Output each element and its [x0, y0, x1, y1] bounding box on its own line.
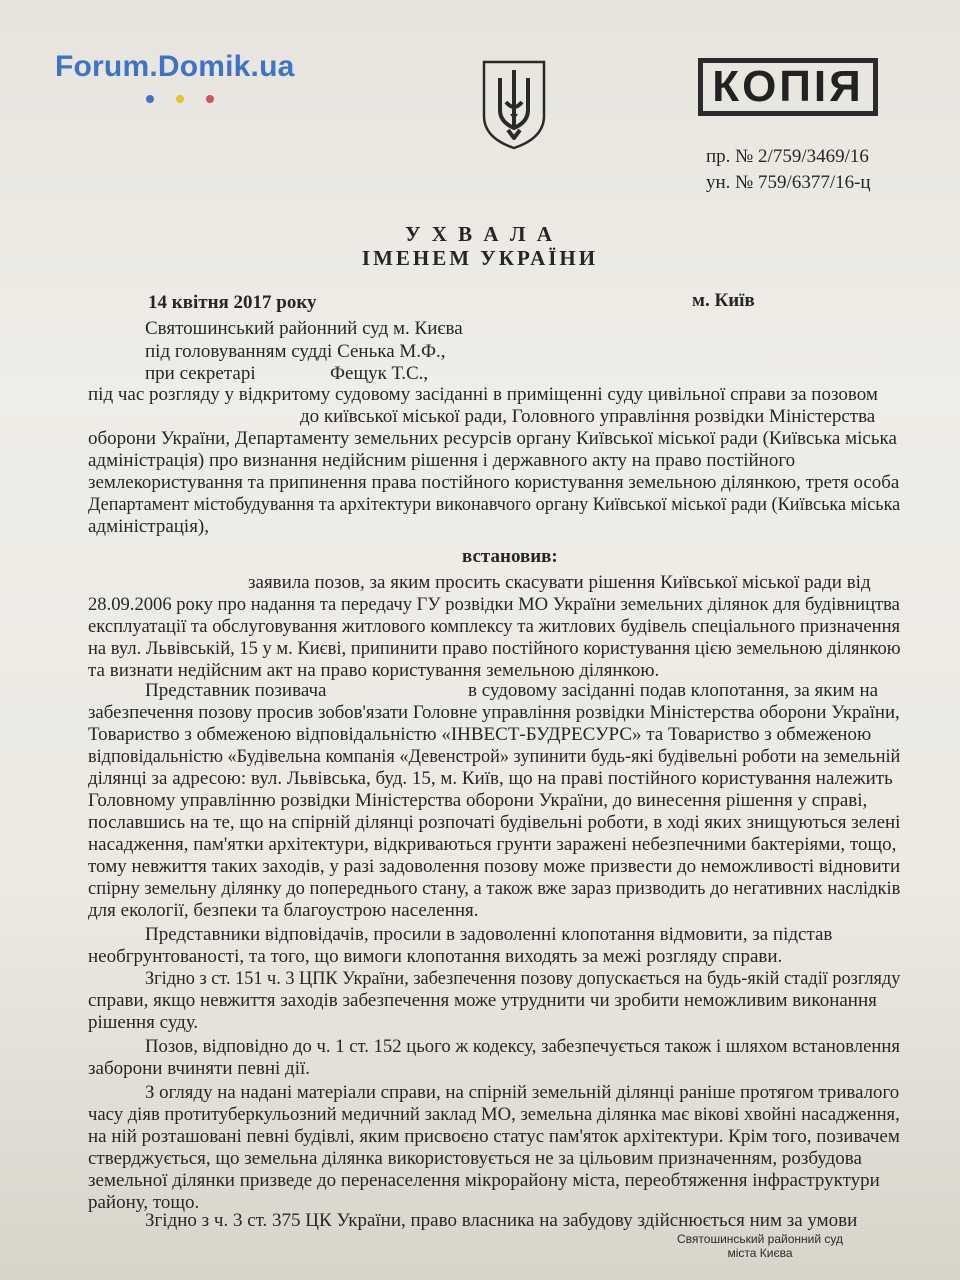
text-line: справи, якщо невжиття заходів забезпечення може утруднити чи зробити неможливим виконання	[88, 990, 877, 1011]
secretary-name: Фещук Т.С.,	[330, 363, 429, 384]
text-line: на вул. Львівській, 15 у м. Києві, припинити право постійного користування цією земельною ділянкою	[88, 638, 901, 659]
text-line: забезпечення позову просив зобов'язати Головне управління розвідки Міністерства оборони України,	[88, 702, 900, 723]
court-stamp	[660, 1232, 860, 1260]
text-line: часу діяв протитуберкульозний медичний заклад МО, земельна ділянка має вікові хвойні насадження,	[88, 1104, 900, 1125]
text-line: експлуатації та обслуговування житлового комплексу та житлових будівель спеціального призначення	[88, 616, 901, 637]
section-heading: встановив:	[462, 546, 558, 567]
text-line: землекористування та припинення права постійного користування земельною ділянкою, третя особа	[88, 472, 900, 493]
yellow-dot	[176, 95, 184, 103]
text-line: району, тощо.	[88, 1192, 200, 1213]
text-line: заявила позов, за яким просить скасувати рішення Київської міської ради від	[248, 572, 871, 593]
text-line: тому невжиття таких заходів, у разі задоволення позову може призвести до неможливості відновити	[88, 856, 901, 877]
text-line: необгрунтованості, та того, що вимоги клопотання виходять за межі розгляду справи.	[88, 946, 783, 967]
case-number-un: ун. № 759/6377/16-ц	[706, 172, 871, 193]
text-line: Згідно з ч. 3 ст. 375 ЦК України, право власника на забудову здійснюється ним за умови	[145, 1210, 858, 1231]
text-line: насадження, пам'ятки архітектури, відкриваються грунти заражені небезпечними бактеріями, тощо,	[88, 834, 897, 855]
text-line: 28.09.2006 року про надання та передачу ГУ розвідки МО України земельних ділянок для будівництва	[88, 594, 900, 615]
text-line: Представник позивача	[145, 680, 327, 701]
court-judge: під головуванням судді Сенька М.Ф.,	[145, 341, 446, 362]
blue-dot	[146, 95, 154, 103]
text-line: заборони вчиняти певні дії.	[88, 1058, 311, 1079]
document-subtitle: ІМЕНЕМ УКРАЇНИ	[361, 246, 599, 270]
watermark-dots	[146, 90, 236, 108]
text-line: до київської міської ради, Головного управління розвідки Міністерства	[300, 406, 876, 427]
text-line: відповідальністю «Будівельна компанія «Девенстрой» зупинити будь-які будівельні роботи на земельній	[88, 746, 901, 767]
text-line: та визнати недійсним акт на право користування земельною ділянкою.	[88, 660, 660, 681]
text-line: Позов, відповідно до ч. 1 ст. 152 цього ж кодексу, забезпечується також і шляхом встановлення	[145, 1036, 900, 1057]
court-stamp-line1: Святошинський районний суд	[677, 1232, 843, 1246]
text-line: ділянці за адресою: вул. Львівська, буд. 15, м. Київ, що на праві постійного користування належить	[88, 768, 893, 789]
text-line: спірну земельну ділянку до попереднього стану, а також вже зараз призводить до негативних наслідків	[88, 878, 901, 899]
secretary-label: при секретарі	[145, 363, 256, 384]
text-line: адміністрація),	[88, 516, 210, 537]
trident-icon	[480, 58, 548, 150]
text-line: оборони України, Департаменту земельних ресурсів органу Київської міської ради (Київська міська	[88, 428, 897, 449]
text-line: пославшись на те, що на спірній ділянці розпочаті будівельні роботи, в ході яких знищуються зелені	[88, 812, 901, 833]
text-line: стверджується, що земельна ділянка використовується не за цільовим призначенням, розбудова	[88, 1148, 862, 1169]
text-line: З огляду на надані матеріали справи, на спірній земельній ділянці раніше протягом тривалого	[145, 1082, 900, 1103]
text-line: Головному управлінню розвідки Міністерства оборони України, до винесення рішення у справі,	[88, 790, 868, 811]
text-line: Представники відповідачів, просили в задоволенні клопотання відмовити, за підстав	[145, 924, 833, 945]
text-line: адміністрація) про визнання недійсним рішення і державного акту на право постійного	[88, 450, 796, 471]
court-stamp-line2: міста Києва	[727, 1246, 793, 1260]
text-line: земельної ділянки призведе до перенаселення мікрорайону міста, переобтяження інфраструктури	[88, 1170, 880, 1191]
watermark-logo[interactable]: Forum.Domik.ua	[55, 50, 295, 83]
document-date: 14 квітня 2017 року	[148, 292, 317, 313]
court-name: Святошинський районний суд м. Києва	[145, 318, 463, 339]
document-title: У Х В А Л А	[405, 222, 555, 246]
copy-stamp: КОПІЯ	[698, 58, 878, 116]
text-line: Департамент містобудування та архітектури виконавчого органу Київської міської ради (Київська міська	[88, 494, 901, 515]
text-line: під час розгляду у відкритому судовому засіданні в приміщенні суду цивільної справи за позовом	[88, 384, 878, 405]
case-number-pr: пр. № 2/759/3469/16	[706, 146, 869, 167]
red-dot	[206, 95, 214, 103]
text-line: рішення суду.	[88, 1012, 199, 1033]
text-line: для екології, безпеки та благоустрою населення.	[88, 900, 479, 921]
text-line: Згідно з ст. 151 ч. 3 ЦПК України, забезпечення позову допускається на будь-якій стадії розгляду	[145, 968, 901, 989]
document-city: м. Київ	[692, 290, 755, 311]
text-line: в судовому засіданні подав клопотання, за яким на	[468, 680, 879, 701]
text-line: на ній розташовані певні будівлі, яким присвоєно статус пам'яток архітектури. Крім того, позивачем	[88, 1126, 900, 1147]
text-line: Товариство з обмеженою відповідальністю «ІНВЕСТ-БУДРЕСУРС» та Товариство з обмеженою	[88, 724, 872, 745]
